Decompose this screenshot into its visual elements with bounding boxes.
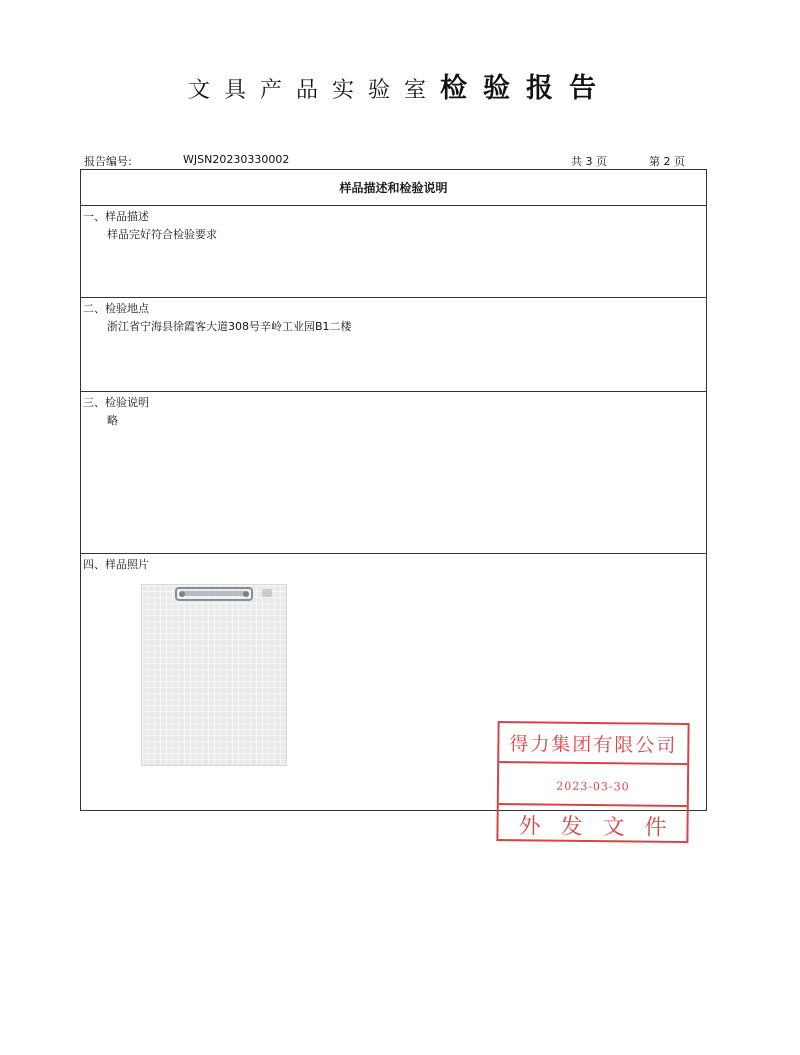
- stamp-outgoing-document: 外发文件: [518, 814, 687, 841]
- report-number-label: 报告编号:: [84, 155, 132, 168]
- stamp-date: 2023-03-30: [556, 779, 630, 794]
- company-stamp: [496, 721, 689, 843]
- document-title: [0, 66, 800, 105]
- total-pages: 共 3 页: [571, 155, 607, 168]
- section-title: 二、检验地点: [83, 302, 149, 315]
- sample-photo-clipboard: [141, 584, 287, 766]
- report-table: [80, 169, 707, 811]
- section-title: 三、检验说明: [83, 396, 149, 409]
- document-title-lab: 文具产品实验室: [187, 78, 440, 103]
- document-title-report: 检验报告: [440, 73, 612, 104]
- section-body: 浙江省宁海县徐霞客大道308号辛岭工业园B1二楼: [107, 320, 352, 333]
- section-test-notes: [81, 392, 706, 554]
- stamp-divider-top: [499, 761, 687, 765]
- table-header: 样品描述和检验说明: [81, 170, 706, 206]
- report-number-value: WJSN20230330002: [183, 153, 290, 166]
- section-title: 一、样品描述: [83, 210, 149, 223]
- clipboard-clip-icon: [142, 585, 286, 609]
- section-body: 略: [107, 414, 118, 427]
- section-sample-description: [81, 206, 706, 298]
- current-page: 第 2 页: [649, 155, 685, 168]
- stamp-company-name: 得力集团有限公司: [509, 733, 678, 757]
- section-test-location: [81, 298, 706, 392]
- stamp-divider-bottom: [499, 803, 687, 807]
- section-title: 四、样品照片: [83, 558, 149, 571]
- section-body: 样品完好符合检验要求: [107, 228, 217, 241]
